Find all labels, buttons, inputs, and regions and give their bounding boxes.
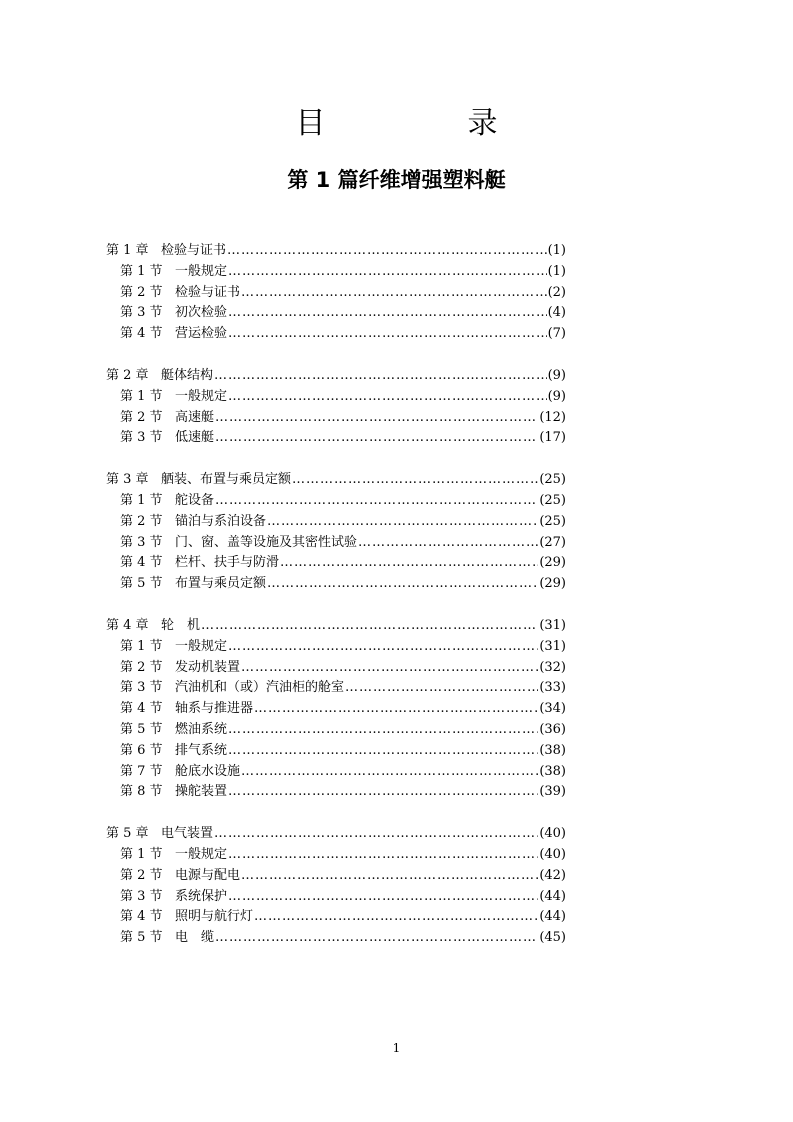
entry-title: 栏杆、扶手与防滑 bbox=[175, 555, 280, 571]
entry-page: (27) bbox=[539, 534, 566, 550]
entry-number: 第 1 节 bbox=[120, 846, 163, 862]
entry-title: 电气装置 bbox=[161, 826, 214, 842]
entry-title: 照明与航行灯 bbox=[175, 909, 254, 925]
entry-title: 舾装、布置与乘员定额 bbox=[161, 472, 292, 488]
toc-chapter-block bbox=[106, 366, 566, 449]
toc-section-entry[interactable] bbox=[106, 907, 566, 928]
leader-dots bbox=[215, 491, 538, 512]
toc-section-entry[interactable] bbox=[106, 637, 566, 658]
entry-title: 初次检验 bbox=[175, 305, 228, 321]
entry-title: 锚泊与系泊设备 bbox=[175, 513, 267, 529]
toc-section-entry[interactable] bbox=[106, 512, 566, 533]
toc-chapter-entry[interactable] bbox=[106, 241, 566, 262]
toc-chapter-entry[interactable] bbox=[106, 470, 566, 491]
leader-dots bbox=[241, 658, 538, 679]
entry-number: 第 2 章 bbox=[106, 367, 149, 383]
leader-dots bbox=[228, 887, 538, 908]
entry-page: (29) bbox=[539, 555, 566, 571]
entry-page: (44) bbox=[539, 888, 566, 904]
entry-number: 第 3 节 bbox=[120, 888, 163, 904]
entry-number: 第 1 节 bbox=[120, 263, 163, 279]
entry-number: 第 5 节 bbox=[120, 930, 163, 946]
entry-number: 第 4 节 bbox=[120, 701, 163, 717]
toc-section-entry[interactable] bbox=[106, 574, 566, 595]
entry-title: 舵设备 bbox=[175, 492, 215, 508]
entry-number: 第 5 节 bbox=[120, 721, 163, 737]
entry-number: 第 2 节 bbox=[120, 284, 163, 300]
entry-page: (29) bbox=[539, 576, 566, 592]
entry-page: (12) bbox=[539, 409, 566, 425]
entry-number: 第 1 节 bbox=[120, 388, 163, 404]
entry-number: 第 4 章 bbox=[106, 617, 149, 633]
toc-section-entry[interactable] bbox=[106, 553, 566, 574]
entry-page: (2) bbox=[547, 284, 566, 300]
entry-page: (1) bbox=[547, 263, 566, 279]
entry-number: 第 3 节 bbox=[120, 430, 163, 446]
toc-chapter-block bbox=[106, 470, 566, 595]
leader-dots bbox=[214, 824, 538, 845]
leader-dots bbox=[215, 408, 538, 429]
entry-number: 第 3 章 bbox=[106, 472, 149, 488]
toc-chapter-block bbox=[106, 241, 566, 345]
entry-title: 营运检验 bbox=[175, 326, 228, 342]
entry-page: (38) bbox=[539, 742, 566, 758]
entry-number: 第 6 节 bbox=[120, 742, 163, 758]
toc-section-entry[interactable] bbox=[106, 741, 566, 762]
leader-dots bbox=[228, 637, 538, 658]
entry-title: 燃油系统 bbox=[175, 721, 228, 737]
leader-dots bbox=[267, 512, 538, 533]
entry-page: (36) bbox=[539, 721, 566, 737]
toc-chapter-block bbox=[106, 824, 566, 949]
entry-page: (45) bbox=[539, 930, 566, 946]
entry-title: 检验与证书 bbox=[161, 243, 227, 258]
leader-dots bbox=[228, 324, 547, 345]
entry-title: 发动机装置 bbox=[175, 659, 241, 675]
entry-page: (4) bbox=[547, 305, 566, 321]
entry-number: 第 1 章 bbox=[106, 243, 149, 258]
entry-number: 第 2 节 bbox=[120, 867, 163, 883]
entry-page: (17) bbox=[539, 430, 566, 446]
entry-page: (33) bbox=[539, 680, 566, 696]
leader-dots bbox=[267, 574, 538, 595]
toc-section-entry[interactable] bbox=[106, 303, 566, 324]
entry-page: (39) bbox=[539, 784, 566, 800]
entry-page: (25) bbox=[539, 472, 566, 488]
toc-section-entry[interactable] bbox=[106, 782, 566, 803]
leader-dots bbox=[241, 866, 538, 887]
entry-number: 第 2 节 bbox=[120, 659, 163, 675]
part-title: 第 1 篇纤维增强塑料艇 bbox=[287, 168, 506, 192]
leader-dots bbox=[201, 616, 538, 637]
toc-section-entry[interactable] bbox=[106, 428, 566, 449]
leader-dots bbox=[228, 720, 538, 741]
leader-dots bbox=[228, 387, 547, 408]
toc-chapter-block bbox=[106, 616, 566, 803]
toc-section-entry[interactable] bbox=[106, 387, 566, 408]
toc-section-entry[interactable] bbox=[106, 491, 566, 512]
leader-dots bbox=[228, 845, 538, 866]
entry-title: 系统保护 bbox=[175, 888, 228, 904]
entry-number: 第 2 节 bbox=[120, 513, 163, 529]
entry-page: (9) bbox=[547, 388, 566, 404]
entry-page: (32) bbox=[539, 659, 566, 675]
toc-section-entry[interactable] bbox=[106, 699, 566, 720]
entry-page: (25) bbox=[539, 513, 566, 529]
entry-title: 一般规定 bbox=[175, 638, 228, 654]
entry-title: 检验与证书 bbox=[175, 284, 241, 300]
toc-section-entry[interactable] bbox=[106, 324, 566, 345]
entry-page: (1) bbox=[547, 243, 566, 258]
page-title: 目 录 bbox=[295, 106, 554, 141]
entry-number: 第 4 节 bbox=[120, 909, 163, 925]
entry-page: (44) bbox=[539, 909, 566, 925]
toc-section-entry[interactable] bbox=[106, 845, 566, 866]
toc-section-entry[interactable] bbox=[106, 887, 566, 908]
entry-title: 门、窗、盖等设施及其密性试验 bbox=[175, 534, 358, 550]
entry-title: 一般规定 bbox=[175, 388, 228, 404]
toc-section-entry[interactable] bbox=[106, 678, 566, 699]
leader-dots bbox=[345, 678, 538, 699]
toc-section-entry[interactable] bbox=[106, 658, 566, 679]
leader-dots bbox=[254, 699, 538, 720]
entry-title: 电源与配电 bbox=[175, 867, 241, 883]
leader-dots bbox=[358, 533, 538, 554]
entry-number: 第 5 章 bbox=[106, 826, 149, 842]
leader-dots bbox=[228, 303, 547, 324]
entry-page: (40) bbox=[539, 846, 566, 862]
entry-number: 第 4 节 bbox=[120, 326, 163, 342]
entry-title: 布置与乘员定额 bbox=[175, 576, 267, 592]
table-of-contents bbox=[106, 241, 566, 970]
leader-dots bbox=[214, 366, 547, 387]
leader-dots bbox=[228, 262, 547, 283]
entry-page: (38) bbox=[539, 763, 566, 779]
entry-page: (31) bbox=[539, 617, 566, 633]
entry-page: (7) bbox=[547, 326, 566, 342]
entry-title: 高速艇 bbox=[175, 409, 215, 425]
entry-title: 轮 机 bbox=[161, 617, 201, 633]
leader-dots bbox=[228, 782, 538, 803]
toc-section-entry[interactable] bbox=[106, 262, 566, 283]
leader-dots bbox=[241, 283, 547, 304]
leader-dots bbox=[215, 928, 538, 949]
entry-number: 第 7 节 bbox=[120, 763, 163, 779]
entry-number: 第 3 节 bbox=[120, 534, 163, 550]
toc-section-entry[interactable] bbox=[106, 408, 566, 429]
leader-dots bbox=[241, 762, 538, 783]
entry-number: 第 5 节 bbox=[120, 576, 163, 592]
entry-page: (9) bbox=[547, 367, 566, 383]
toc-section-entry[interactable] bbox=[106, 762, 566, 783]
entry-number: 第 1 节 bbox=[120, 492, 163, 508]
entry-title: 排气系统 bbox=[175, 742, 228, 758]
entry-page: (34) bbox=[539, 701, 566, 717]
toc-section-entry[interactable] bbox=[106, 720, 566, 741]
entry-page: (25) bbox=[539, 492, 566, 508]
entry-title: 汽油机和（或）汽油柜的舱室 bbox=[175, 680, 345, 696]
entry-page: (31) bbox=[539, 638, 566, 654]
leader-dots bbox=[254, 907, 538, 928]
leader-dots bbox=[292, 470, 538, 491]
toc-section-entry[interactable] bbox=[106, 928, 566, 949]
entry-title: 一般规定 bbox=[175, 263, 228, 279]
entry-number: 第 3 节 bbox=[120, 305, 163, 321]
leader-dots bbox=[228, 741, 538, 762]
entry-title: 舱底水设施 bbox=[175, 763, 241, 779]
entry-title: 低速艇 bbox=[175, 430, 215, 446]
toc-section-entry[interactable] bbox=[106, 866, 566, 887]
entry-title: 一般规定 bbox=[175, 846, 228, 862]
entry-title: 艇体结构 bbox=[161, 367, 214, 383]
toc-section-entry[interactable] bbox=[106, 283, 566, 304]
entry-number: 第 8 节 bbox=[120, 784, 163, 800]
toc-chapter-entry[interactable] bbox=[106, 616, 566, 637]
toc-section-entry[interactable] bbox=[106, 533, 566, 554]
entry-number: 第 2 节 bbox=[120, 409, 163, 425]
entry-page: (42) bbox=[539, 867, 566, 883]
entry-number: 第 3 节 bbox=[120, 680, 163, 696]
entry-number: 第 1 节 bbox=[120, 638, 163, 654]
leader-dots bbox=[215, 428, 538, 449]
entry-title: 轴系与推进器 bbox=[175, 701, 254, 717]
entry-title: 操舵装置 bbox=[175, 784, 228, 800]
page-number: 1 bbox=[392, 1041, 401, 1055]
leader-dots bbox=[227, 241, 547, 262]
entry-title: 电 缆 bbox=[175, 930, 215, 946]
leader-dots bbox=[280, 553, 538, 574]
toc-chapter-entry[interactable] bbox=[106, 824, 566, 845]
entry-number: 第 4 节 bbox=[120, 555, 163, 571]
entry-page: (40) bbox=[539, 826, 566, 842]
toc-chapter-entry[interactable] bbox=[106, 366, 566, 387]
